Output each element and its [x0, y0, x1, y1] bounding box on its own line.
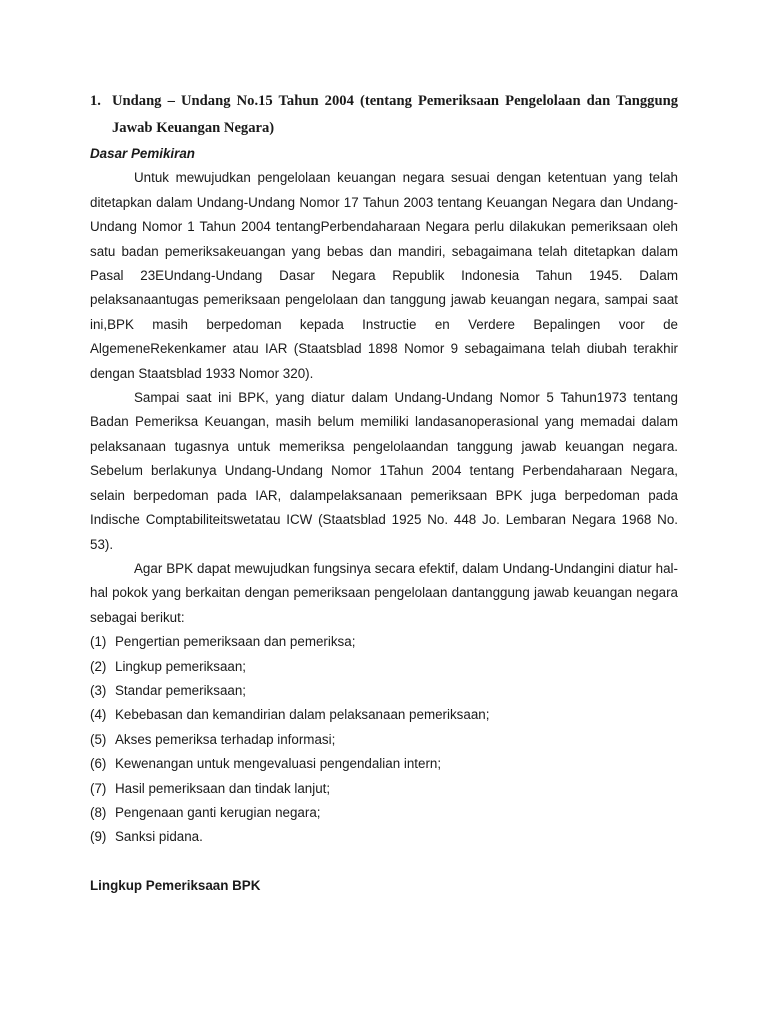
list-item-text: Standar pemeriksaan;: [115, 682, 247, 698]
list-item-text: Akses pemeriksa terhadap informasi;: [115, 731, 336, 747]
heading-number: 1.: [90, 93, 101, 109]
document-heading: [90, 88, 678, 142]
provisions-list: [90, 630, 678, 850]
paragraph-3: Agar BPK dapat mewujudkan fungsinya secara efektif, dalam Undang-Undangini diatur hal-hal pokok yang berkaitan dengan pemeriksaan pengelolaan dantanggung jawab keuangan negara sebagai berikut:: [90, 560, 678, 625]
list-item-text: Lingkup pemeriksaan;: [115, 658, 247, 674]
list-marker: (9): [90, 829, 107, 845]
list-item: [90, 752, 678, 776]
list-item: [90, 801, 678, 825]
paragraph-1: Untuk mewujudkan pengelolaan keuangan negara sesuai dengan ketentuan yang telah ditetapkan dalam Undang-Undang Nomor 17 Tahun 2003 tentang Keuangan Negara dan Undang-Undang Nomor 1 Tahun 2004 tentangPerbendaharaan Negara perlu dilakukan pemeriksaan oleh satu badan pemeriksakeuangan yang bebas dan mandiri, sebagaimana telah ditetapkan dalam Pasal 23EUndang-Undang Dasar Negara Republik Indonesia Tahun 1945. Dalam pelaksanaantugas pemeriksaan pengelolaan dan tanggung jawab keuangan negara, sampai saat ini,BPK masih berpedoman kepada Instructie en Verdere Bepalingen voor de AlgemeneRekenkamer atau IAR (Staatsblad 1898 Nomor 9 sebagaimana telah diubah terakhir dengan Staatsblad 1933 Nomor 320).: [90, 170, 678, 381]
list-item: [90, 679, 678, 703]
list-marker: (7): [90, 780, 107, 796]
list-item-text: Kebebasan dan kemandirian dalam pelaksanaan pemeriksaan;: [115, 707, 490, 723]
document-page: [90, 88, 678, 898]
list-marker: (4): [90, 707, 107, 723]
list-marker: (5): [90, 731, 107, 747]
list-item-text: Hasil pemeriksaan dan tindak lanjut;: [115, 780, 331, 796]
list-item-text: Pengenaan ganti kerugian negara;: [115, 804, 321, 820]
list-item: [90, 703, 678, 727]
list-marker: (6): [90, 756, 107, 772]
list-marker: (2): [90, 658, 107, 674]
list-item-text: Pengertian pemeriksaan dan pemeriksa;: [115, 634, 356, 650]
list-item-text: Sanksi pidana.: [115, 829, 203, 845]
list-item: [90, 728, 678, 752]
heading-text: Undang – Undang No.15 Tahun 2004 (tentang Pemeriksaan Pengelolaan dan Tanggung Jawab Keuangan Negara): [112, 93, 678, 136]
section-title-lingkup: Lingkup Pemeriksaan BPK: [90, 877, 261, 893]
list-marker: (1): [90, 634, 107, 650]
subheading-dasar-pemikiran: Dasar Pemikiran: [90, 146, 195, 161]
list-item: [90, 777, 678, 801]
list-item: [90, 630, 678, 654]
paragraph-2: Sampai saat ini BPK, yang diatur dalam Undang-Undang Nomor 5 Tahun1973 tentang Badan Pemeriksa Keuangan, masih belum memiliki landasanoperasional yang memadai dalam pelaksanaan tugasnya untuk memeriksa pengelolaandan tanggung jawab keuangan negara. Sebelum berlakunya Undang-Undang Nomor 1Tahun 2004 tentang Perbendaharaan Negara, selain berpedoman pada IAR, dalampelaksanaan pemeriksaan BPK juga berpedoman pada Indische Comptabiliteitswetatau ICW (Staatsblad 1925 No. 448 Jo. Lembaran Negara 1968 No. 53).: [90, 390, 678, 552]
list-item: [90, 825, 678, 849]
list-item: [90, 655, 678, 679]
list-marker: (3): [90, 682, 107, 698]
list-marker: (8): [90, 804, 107, 820]
list-item-text: Kewenangan untuk mengevaluasi pengendalian intern;: [115, 756, 442, 772]
